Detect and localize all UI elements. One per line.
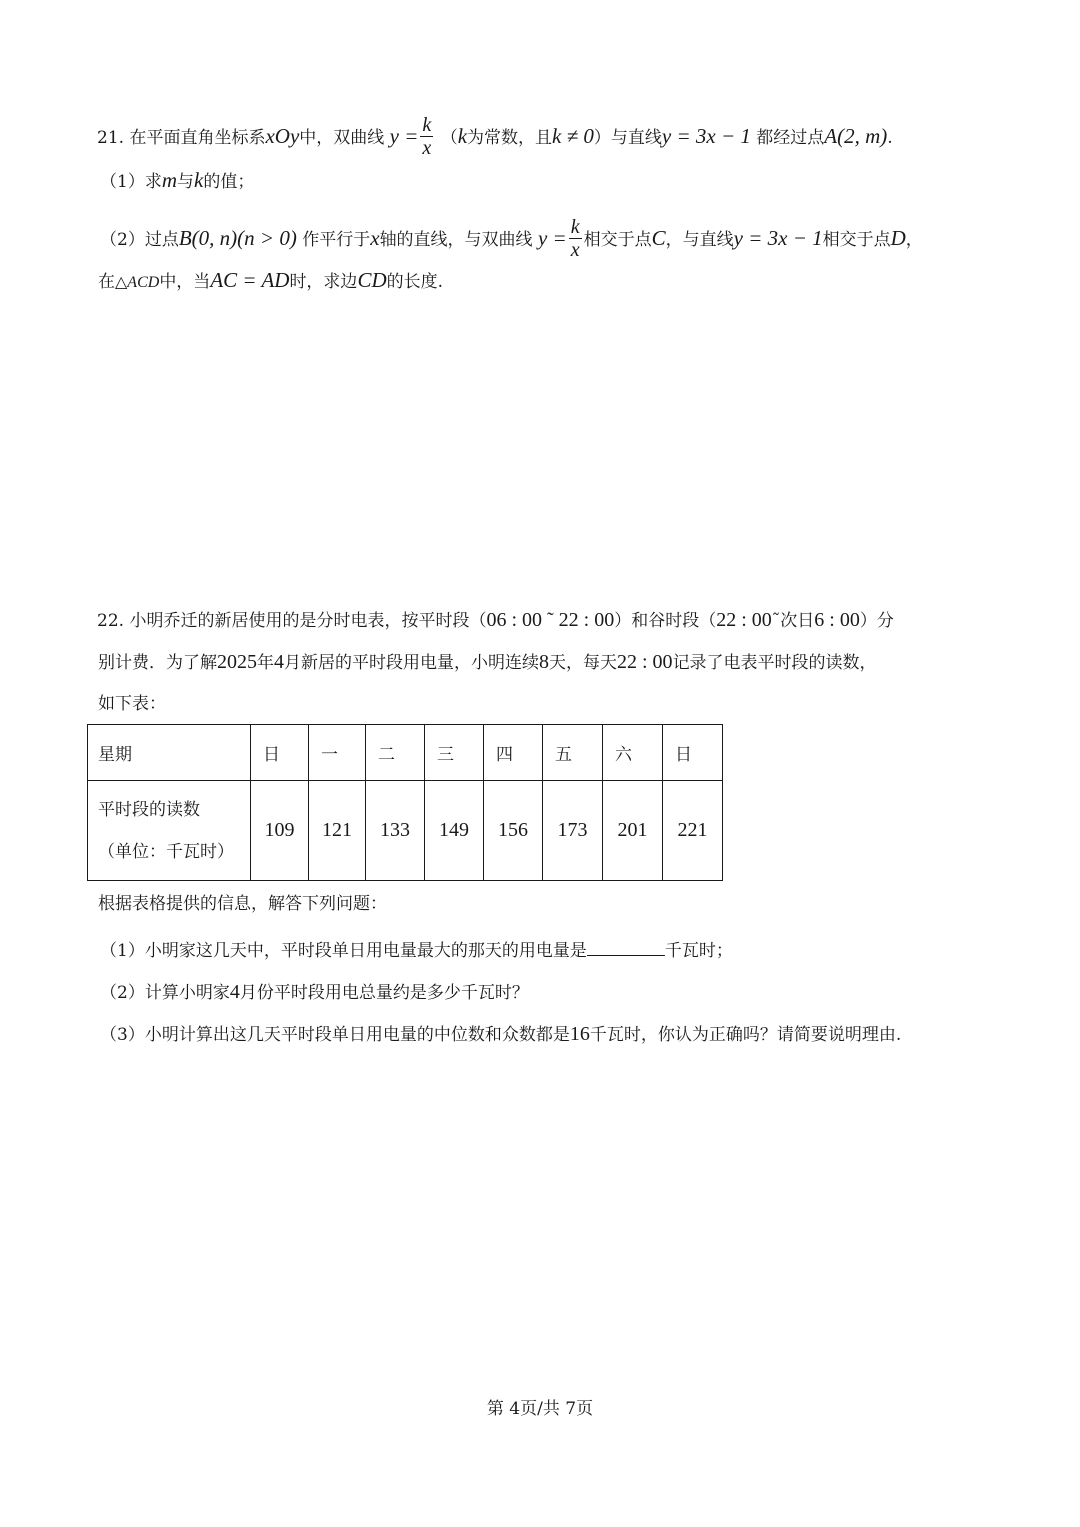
q21-k-neq: k ≠ 0 <box>552 124 594 148</box>
q21-p2-fraction <box>569 216 582 261</box>
q21-point-a: A(2, m) <box>824 124 888 148</box>
q21-text: （ <box>440 128 458 148</box>
q21-p2-text: 相交于点 <box>583 230 652 250</box>
q22-part3 <box>100 1024 901 1044</box>
q22-p2-text: 月份平时段用电总量约是多少千瓦时？ <box>239 983 529 1003</box>
fraction-numerator: k <box>570 216 580 238</box>
q21-p2-y-eq: y = <box>537 226 567 250</box>
q22-time: 22 : 00 <box>716 609 772 631</box>
q21-part1 <box>100 170 254 191</box>
page-footer: 第 4页/共 7页 <box>486 1399 594 1419</box>
fraction-numerator: k <box>422 114 432 136</box>
table-reading: 149 <box>425 781 484 881</box>
reading-table <box>87 724 723 881</box>
q22-line3: 如下表： <box>98 694 166 714</box>
row-label-unit: （单位：千瓦时） <box>98 841 234 862</box>
table-reading: 156 <box>484 781 543 881</box>
table-reading: 221 <box>663 781 723 881</box>
q21-p1-text: 的值； <box>203 172 255 192</box>
table-day: 日 <box>663 725 723 781</box>
q22-line1 <box>97 610 894 630</box>
q21-p2-text: ，与直线 <box>665 230 734 250</box>
fraction-denominator: x <box>422 137 432 159</box>
q22-p3-number: 16 <box>569 1023 590 1045</box>
q21-p2-text: 轴的直线，与双曲线 <box>379 230 533 250</box>
q22-month: 4 <box>274 651 284 673</box>
q21-part2-cont <box>98 270 443 291</box>
q21-p2b-text: 中，当 <box>159 272 211 292</box>
q22-year: 2025 <box>217 651 257 673</box>
q22-text: ）分 <box>859 611 894 631</box>
q21-p2b-eq: AC = AD <box>210 268 290 292</box>
q21-p2b-text: 在 <box>98 272 115 292</box>
q21-p1-text: （1）求 <box>100 172 162 192</box>
table-row-label <box>88 781 251 881</box>
q22-days: 8 <box>539 651 549 673</box>
q22-p2-text: （2）计算小明家 <box>100 983 230 1003</box>
q22-line2 <box>98 652 877 672</box>
q21-p2-x: x <box>370 226 380 250</box>
q21-p2-text: 作平行于 <box>302 230 371 250</box>
q22-text: 22. 小明乔迁的新居使用的是分时电表，按平时段（ <box>97 611 487 631</box>
q22-time: 22 : 00 <box>617 651 673 673</box>
q21-p2-line-eq: y = 3x − 1 <box>733 226 823 250</box>
q22-time: 6 : 00 <box>814 609 860 631</box>
q21-p2b-cd: CD <box>357 268 387 292</box>
q21-p1-text: 与 <box>177 172 194 192</box>
q22-p1-text: 千瓦时； <box>664 941 733 961</box>
q22-text: 月新居的平时段用电量，小明连续 <box>284 653 539 673</box>
q22-text: 天，每天 <box>549 653 617 673</box>
q21-line-eq: y = 3x − 1 <box>661 124 751 148</box>
q22-p3-text: （3）小明计算出这几天平时段单日用电量的中位数和众数都是 <box>100 1025 570 1045</box>
q22-p2-number: 4 <box>229 981 240 1003</box>
q21-p2b-triangle: △ACD <box>115 274 160 291</box>
table-day: 二 <box>366 725 425 781</box>
q21-stem <box>97 116 893 161</box>
table-day: 一 <box>309 725 366 781</box>
q21-text: 都经过点 <box>756 128 825 148</box>
q21-p2-point-b: B(0, n) <box>178 226 238 250</box>
q21-text: ）与直线 <box>593 128 662 148</box>
q21-p2-d: D <box>890 226 906 250</box>
q21-p2-cond: (n > 0) <box>237 226 297 250</box>
q21-p2-text: 相交于点 <box>822 230 891 250</box>
table-reading: 201 <box>603 781 663 881</box>
q22-text: 年 <box>257 653 274 673</box>
answer-blank[interactable] <box>587 939 665 956</box>
q21-text: 为常数，且 <box>467 128 553 148</box>
q22-time-range: 06 : 00 ˜ 22 : 00 <box>486 609 615 631</box>
q21-y-eq: y = <box>389 124 419 148</box>
table-value-row <box>88 781 723 881</box>
q21-p1-k: k <box>194 168 204 192</box>
q21-text: . <box>887 128 893 148</box>
q21-xoy: xOy <box>265 124 300 148</box>
q22-part2 <box>100 982 529 1002</box>
q21-p2-text: （2）过点 <box>100 230 179 250</box>
table-day: 五 <box>543 725 603 781</box>
q21-p2-text: ， <box>905 230 923 250</box>
table-day: 三 <box>425 725 484 781</box>
table-day: 日 <box>251 725 309 781</box>
table-day: 六 <box>603 725 663 781</box>
q22-instructions: 根据表格提供的信息，解答下列问题： <box>98 894 387 914</box>
row-label-line: 平时段的读数 <box>98 799 200 820</box>
q21-p2-c: C <box>651 226 666 250</box>
table-header-row <box>88 725 723 781</box>
q22-p3-text: 千瓦时，你认为正确吗？请简要说明理由. <box>589 1025 902 1045</box>
q21-part2 <box>100 218 923 263</box>
table-reading: 109 <box>251 781 309 881</box>
fraction-denominator: x <box>570 239 580 261</box>
table-reading: 133 <box>366 781 425 881</box>
q21-p1-m: m <box>161 168 177 192</box>
q22-text: 记录了电表平时段的读数， <box>672 653 877 673</box>
q21-p2b-text: 的长度. <box>386 272 444 292</box>
q21-text: 中，双曲线 <box>299 128 385 148</box>
table-day: 四 <box>484 725 543 781</box>
q21-fraction <box>420 114 433 159</box>
q21-text: 在平面直角坐标系 <box>129 128 266 148</box>
table-reading: 173 <box>543 781 603 881</box>
table-reading: 121 <box>309 781 366 881</box>
q22-p1-text: （1）小明家这几天中，平时段单日用电量最大的那天的用电量是 <box>100 941 587 961</box>
table-header-label: 星期 <box>88 725 251 781</box>
q21-k: k <box>457 124 468 148</box>
q22-text: ）和谷时段（ <box>614 611 717 631</box>
q22-text: ˜次日 <box>771 611 815 631</box>
q22-text: 别计费．为了解 <box>98 653 217 673</box>
q22-part1 <box>100 939 733 960</box>
q21-p2b-text: 时，求边 <box>289 272 358 292</box>
q21-number: 21. <box>97 128 125 148</box>
